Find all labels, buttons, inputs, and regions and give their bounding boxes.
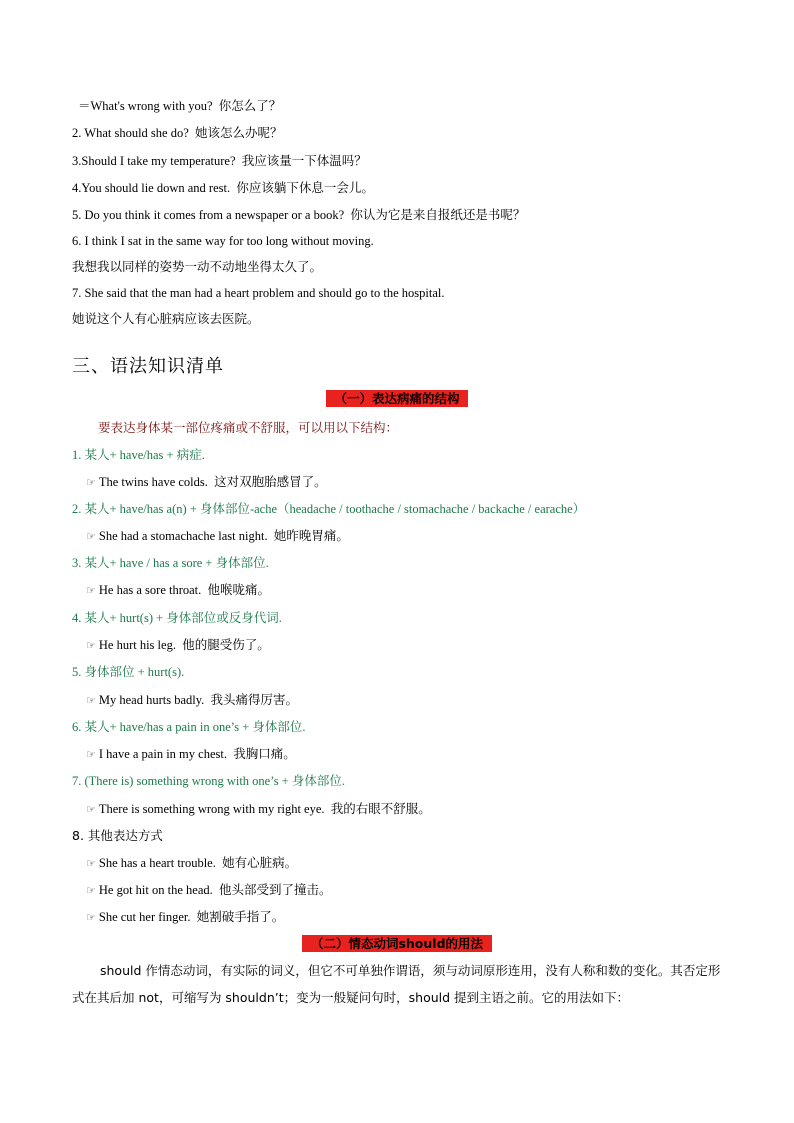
example-7	[86, 801, 431, 818]
example-zh: 她割破手指了。	[196, 909, 285, 924]
sentence-en: ＝What's wrong with you?	[78, 99, 213, 113]
hand-pointing-icon: ☞	[86, 639, 96, 652]
sentence-zh: 你认为它是来自报纸还是书呢？	[350, 207, 526, 222]
example-en: She has a heart trouble.	[98, 856, 216, 870]
structure-4: 4. 某人+ hurt(s) + 身体部位或反身代词.	[72, 611, 282, 625]
hand-pointing-icon: ☞	[86, 857, 96, 870]
sentence-zh: 你应该躺下休息一会儿。	[236, 180, 374, 195]
sentence-zh: 你怎么了？	[218, 98, 282, 113]
sentence-en: 3.Should I take my temperature?	[72, 154, 236, 168]
sentence-6-en: 6. I think I sat in the same way for too long without moving.	[72, 234, 374, 248]
hand-pointing-icon: ☞	[86, 884, 96, 897]
other-label: 8. 其他表达方式	[72, 828, 163, 843]
example-en: She had a stomachache last night.	[98, 529, 268, 543]
example-zh: 我胸口痛。	[233, 746, 296, 761]
example-zh: 我的右眼不舒服。	[330, 801, 431, 816]
other-example-1	[86, 855, 297, 872]
sentence-en: 5. Do you think it comes from a newspaper or a book?	[72, 208, 345, 222]
example-3	[86, 582, 270, 599]
example-zh: 这对双胞胎感冒了。	[214, 474, 327, 489]
hand-pointing-icon: ☞	[86, 476, 96, 489]
sentence-7-zh: 她说这个人有心脏病应该去医院。	[72, 311, 260, 326]
hand-pointing-icon: ☞	[86, 748, 96, 761]
example-en: The twins have colds.	[98, 475, 208, 489]
structure-2: 2. 某人+ have/has a(n) + 身体部位-ache（headache / toothache / stomachache / backache / earache）	[72, 502, 586, 516]
sentence-en: 2. What should she do?	[72, 126, 189, 140]
example-1	[86, 474, 327, 491]
structure-5: 5. 身体部位 + hurt(s).	[72, 665, 185, 679]
example-zh: 我头痛得厉害。	[210, 692, 299, 707]
example-zh: 她昨晚胃痛。	[273, 528, 349, 543]
structure-6: 6. 某人+ have/has a pain in one’s + 身体部位.	[72, 720, 306, 734]
example-zh: 他喉咙痛。	[207, 582, 271, 597]
hand-pointing-icon: ☞	[86, 911, 96, 924]
subsection-band-1: （一）表达病痛的结构	[326, 390, 468, 407]
sentence-zh: 我应该量一下体温吗？	[241, 153, 367, 168]
sentence-4	[72, 180, 374, 196]
sentence-1	[78, 98, 281, 114]
sentence-5	[72, 207, 525, 223]
sentence-zh: 她该怎么办呢？	[195, 125, 283, 140]
example-en: She cut her finger.	[98, 910, 191, 924]
example-en: My head hurts badly.	[98, 693, 205, 707]
hand-pointing-icon: ☞	[86, 584, 96, 597]
example-zh: 她有心脏病。	[222, 855, 298, 870]
other-example-3	[86, 909, 284, 926]
structure-3: 3. 某人+ have / has a sore + 身体部位.	[72, 556, 269, 570]
example-en: He has a sore throat.	[98, 583, 202, 597]
example-zh: 他头部受到了撞击。	[219, 882, 332, 897]
sentence-7-en: 7. She said that the man had a heart problem and should go to the hospital.	[72, 286, 445, 300]
example-en: I have a pain in my chest.	[98, 747, 227, 761]
other-example-2	[86, 882, 332, 899]
sentence-2	[72, 125, 283, 141]
should-usage-paragraph: should 作情态动词，有实际的词义，但它不可单独作谓语，须与动词原形连用，没有人称和数的变化。其否定形式在其后加 not，可缩写为 shouldn’t；变为一般疑问句时，should 提到主语之前。它的用法如下：	[72, 963, 721, 1005]
hand-pointing-icon: ☞	[86, 803, 96, 816]
sentence-en: 4.You should lie down and rest.	[72, 181, 231, 195]
sentence-6-zh: 我想我以同样的姿势一动不动地坐得太久了。	[72, 259, 323, 274]
example-en: He hurt his leg.	[98, 638, 176, 652]
section-title: 三、语法知识清单	[72, 356, 224, 377]
example-5	[86, 692, 298, 709]
hand-pointing-icon: ☞	[86, 530, 96, 543]
example-4	[86, 637, 270, 654]
example-en: He got hit on the head.	[98, 883, 213, 897]
example-zh: 他的腿受伤了。	[182, 637, 270, 652]
structure-1: 1. 某人+ have/has + 病症.	[72, 448, 205, 462]
example-6	[86, 746, 296, 763]
sentence-3	[72, 153, 367, 169]
example-2	[86, 528, 349, 545]
structure-7: 7. (There is) something wrong with one’s + 身体部位.	[72, 774, 345, 788]
example-en: There is something wrong with my right eye.	[98, 802, 325, 816]
subsection-band-2: （二）情态动词should的用法	[302, 935, 492, 952]
intro-text: 要表达身体某一部位疼痛或不舒服，可以用以下结构：	[98, 420, 399, 435]
hand-pointing-icon: ☞	[86, 694, 96, 707]
